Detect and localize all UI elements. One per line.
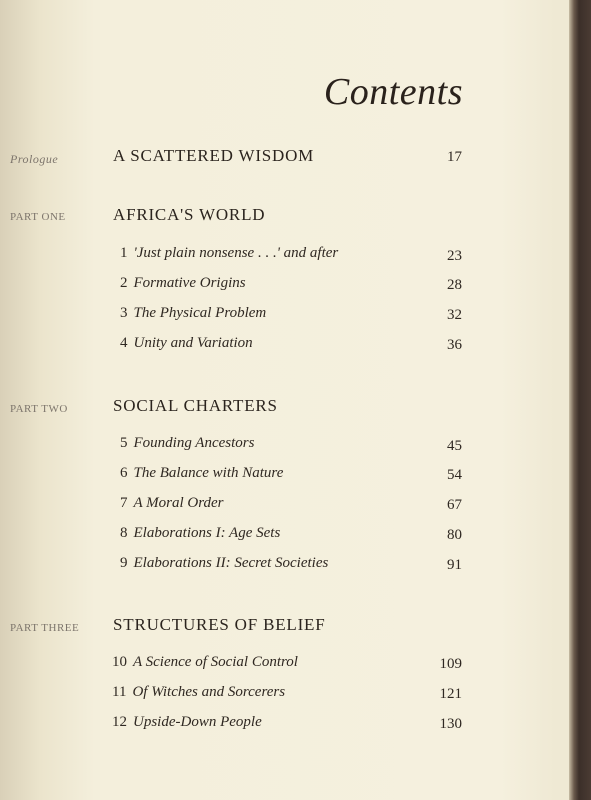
chapter-8-page: 80 xyxy=(447,527,462,543)
chapter-4-page: 36 xyxy=(447,337,462,353)
chapter-1 xyxy=(120,245,338,262)
chapter-number: 7 xyxy=(120,495,128,511)
prologue-label: Prologue xyxy=(10,152,59,166)
chapter-2-page: 28 xyxy=(447,277,462,293)
chapter-title: Elaborations II: Secret Societies xyxy=(133,555,329,571)
chapter-3-page: 32 xyxy=(447,307,462,323)
chapter-9 xyxy=(120,555,328,572)
chapter-6 xyxy=(120,465,283,482)
chapter-title: A Science of Social Control xyxy=(133,654,298,670)
part-two-title: SOCIAL CHARTERS xyxy=(113,396,278,415)
chapter-7-page: 67 xyxy=(447,497,462,513)
prologue-title: A SCATTERED WISDOM xyxy=(113,146,315,165)
chapter-title: Formative Origins xyxy=(133,275,246,291)
chapter-number: 9 xyxy=(120,555,128,571)
chapter-number: 2 xyxy=(120,275,128,291)
chapter-8 xyxy=(120,525,280,542)
part-three-label: PART THREE xyxy=(10,622,80,634)
chapter-1-page: 23 xyxy=(447,248,462,264)
chapter-5 xyxy=(120,435,254,452)
chapter-number: 6 xyxy=(120,465,128,481)
chapter-7 xyxy=(120,495,224,512)
prologue-page: 17 xyxy=(447,149,462,165)
chapter-title: 'Just plain nonsense . . .' and after xyxy=(133,245,339,261)
part-three-title: STRUCTURES OF BELIEF xyxy=(113,615,326,634)
chapter-title: A Moral Order xyxy=(133,495,224,511)
chapter-number: 8 xyxy=(120,525,128,541)
chapter-6-page: 54 xyxy=(447,467,462,483)
chapter-3 xyxy=(120,305,266,322)
chapter-number: 5 xyxy=(120,435,128,451)
chapter-title: The Physical Problem xyxy=(133,305,267,321)
book-spine-edge xyxy=(569,0,591,800)
page-title: Contents xyxy=(323,71,463,113)
chapter-9-page: 91 xyxy=(447,557,462,573)
chapter-title: Unity and Variation xyxy=(133,335,253,351)
chapter-2 xyxy=(120,275,246,292)
chapter-title: Upside-Down People xyxy=(133,714,262,730)
chapter-number: 3 xyxy=(120,305,128,321)
chapter-number: 4 xyxy=(120,335,128,351)
chapter-11 xyxy=(112,684,285,701)
chapter-number: 10 xyxy=(112,654,127,670)
part-two-label: PART TWO xyxy=(10,403,68,415)
chapter-number: 11 xyxy=(112,684,127,700)
part-one-title: AFRICA'S WORLD xyxy=(113,205,266,224)
chapter-10 xyxy=(112,654,298,671)
chapter-title: Of Witches and Sorcerers xyxy=(132,684,286,700)
chapter-12-page: 130 xyxy=(439,716,462,732)
chapter-title: Founding Ancestors xyxy=(133,435,255,451)
chapter-title: Elaborations I: Age Sets xyxy=(133,525,281,541)
chapter-number: 1 xyxy=(120,245,128,261)
chapter-5-page: 45 xyxy=(447,438,462,454)
chapter-4 xyxy=(120,335,253,352)
chapter-10-page: 109 xyxy=(439,656,462,672)
chapter-title: The Balance with Nature xyxy=(133,465,284,481)
chapter-11-page: 121 xyxy=(439,686,462,702)
chapter-number: 12 xyxy=(112,714,127,730)
chapter-12 xyxy=(112,714,262,731)
part-one-label: PART ONE xyxy=(10,211,66,223)
